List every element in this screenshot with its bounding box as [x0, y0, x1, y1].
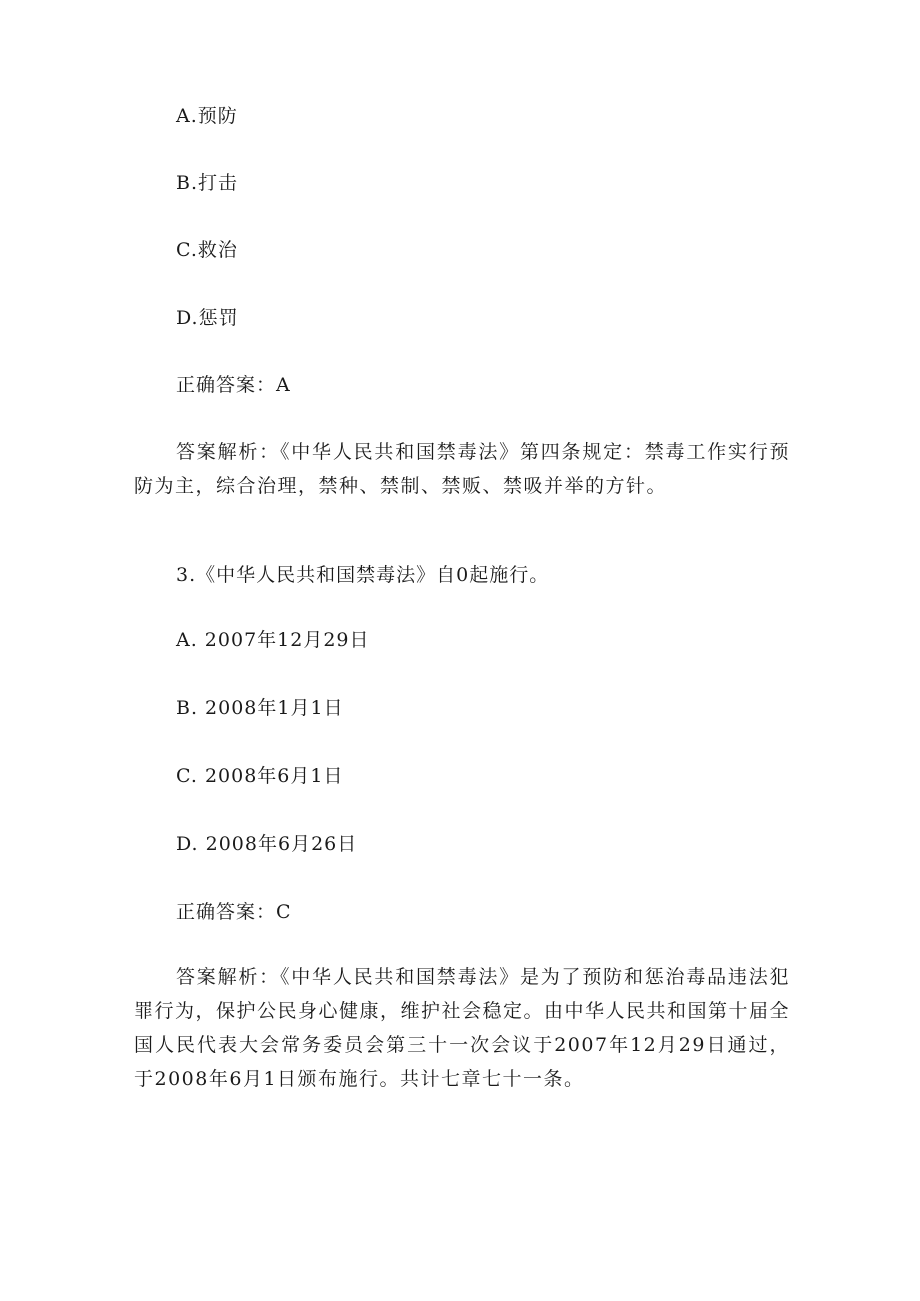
q3-option-b: B. 2008年1月1日	[176, 697, 344, 719]
q3-option-a: A. 2007年12月29日	[176, 629, 370, 651]
q2-correct-answer: 正确答案：A	[176, 374, 291, 396]
q2-option-b: B.打击	[176, 172, 239, 194]
q2-explanation: 答案解析：《中华人民共和国禁毒法》第四条规定：禁毒工作实行预防为主，综合治理，禁种、禁制、禁贩、禁吸并举的方针。	[134, 441, 790, 497]
q2-option-a: A.预防	[176, 105, 238, 127]
q3-option-d: D. 2008年6月26日	[176, 833, 358, 855]
q3-explanation: 答案解析：《中华人民共和国禁毒法》是为了预防和惩治毒品违法犯罪行为，保护公民身心健康，维护社会稳定。由中华人民共和国第十届全国人民代表大会常务委员会第三十一次会议于2007年12月29日通过，于2008年6月1日颁布施行。共计七章七十一条。	[134, 966, 791, 1090]
q3-correct-answer: 正确答案：C	[176, 901, 292, 923]
q2-option-c: C.救治	[176, 239, 238, 261]
q3-option-c: C. 2008年6月1日	[176, 765, 344, 787]
q3-question: 3.《中华人民共和国禁毒法》自0起施行。	[176, 564, 550, 586]
q2-option-d: D.惩罚	[176, 307, 239, 329]
